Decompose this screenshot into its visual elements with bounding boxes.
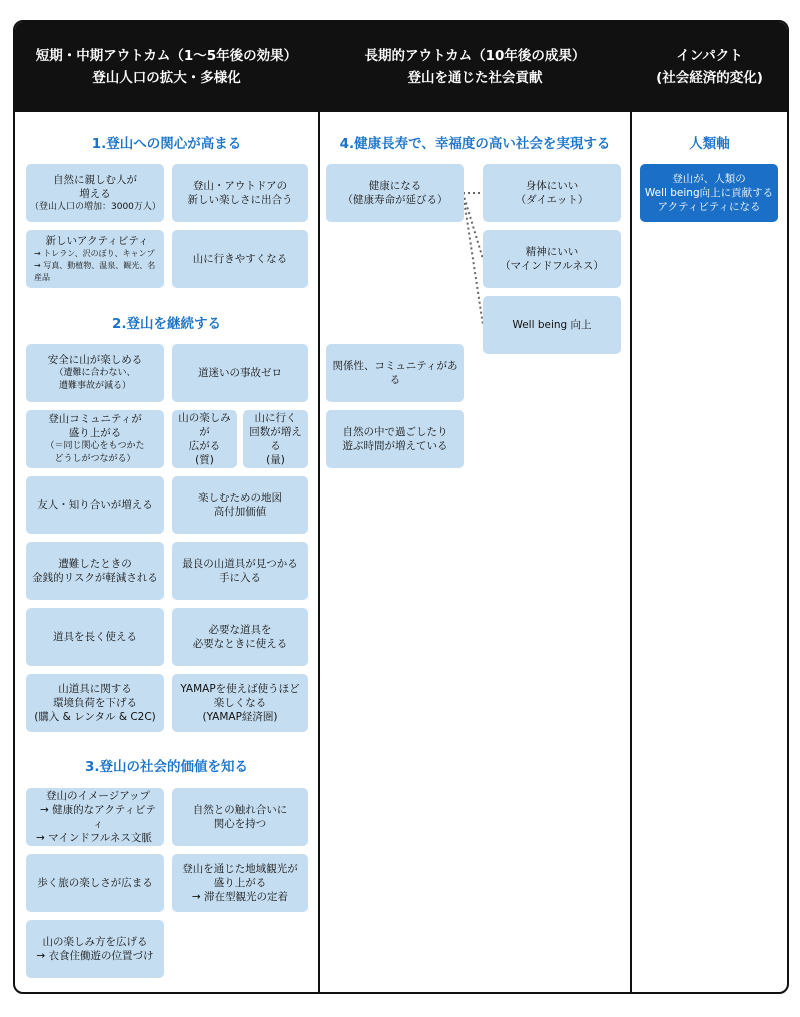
box-text: → 衣食住働遊の位置づけ [36,950,154,962]
box-text: 登山・アウトドアの [192,180,288,192]
box-text: 自然に親しむ人が [53,173,137,186]
box-text: 最良の山道具が見つかる [182,558,298,570]
box-text: （マインドフルネス） [500,260,604,272]
box-text: 関係性、コミュニティがある [332,360,458,386]
outcome-box-healthy [326,164,464,222]
box-text: 山に行きやすくなる [192,253,288,265]
box-subtext: （登山人口の増加：3000万人） [30,201,161,212]
box-text: 新しい楽しさに出合う [187,194,293,206]
box-text: 身体にいい [525,180,579,192]
box-subtext: どうしがつながる） [54,454,136,464]
outcome-box-time-in-nature [326,410,464,468]
outcome-box-wellbeing [483,296,621,354]
box-text: 楽しくなる [213,697,267,709]
box-text: 健康になる [368,180,422,192]
box-subtext: （＝同じ関心をもつかた [45,441,145,451]
box-text: 山に行く [254,412,297,424]
section-title-interest: 1.登山への関心が高まる [91,136,242,152]
box-text: 広がる [188,440,221,452]
section-title-humanity-axis: 人類軸 [689,136,730,152]
box-text: YAMAPを使えば使うほど [180,683,300,695]
box-text: 必要な道具を [208,624,272,636]
box-text: 登山が、人類の [672,173,746,185]
box-text: 安全に山が楽しめる [47,354,143,366]
connector-line [463,193,483,325]
box-text: 関心を持つ [213,818,267,830]
connector-line [463,193,483,259]
box-text: 自然の中で過ごしたり [342,426,448,438]
box-text: 必要なときに使える [192,638,288,650]
box-text: 増える [79,187,111,200]
box-text: → 健康的なアクティビティ [40,804,156,830]
outcome-box-body [483,164,621,222]
box-text: 盛り上がる [213,877,267,889]
box-text: 友人・知り合いが増える [37,499,153,511]
impact-box-wellbeing [640,164,778,222]
box-text: 盛り上がる [68,427,122,439]
header-title: インパクト [676,48,743,64]
box-text: 登山を通じた地域観光が [182,863,298,875]
box-text: 遊ぶ時間が増えている [342,440,448,452]
box-subtext: → トレラン、沢のぼり、キャンプ [34,249,155,258]
box-text: 道迷いの事故ゼロ [198,367,282,379]
box-text: 自然との触れ合いに [192,804,288,816]
section-title-continue: 2.登山を継続する [111,316,222,332]
box-subtext: 遭難事故が減る） [58,381,131,391]
box-text: (量) [266,454,285,466]
header-subtitle: (社会経済的変化) [656,70,763,86]
box-text: → マインドフルネス文脈 [36,832,152,844]
header-subtitle: 登山人口の拡大・多様化 [92,70,241,86]
box-text: (購入 & レンタル & C2C) [34,711,156,723]
box-text: 精神にいい [525,246,579,258]
box-text: 高付加価値 [213,506,267,518]
box-subtext: （遭難に合わない、 [54,368,136,378]
box-text: 歩く旅の楽しさが広まる [37,877,153,889]
box-text: 登山コミュニティが [48,413,142,425]
box-text: 金銭的リスクが軽減される [32,572,158,584]
box-text: Well being向上に貢献する [644,187,774,199]
box-text: 山道具に関する [58,683,132,695]
box-text: 回数が増える [249,426,302,452]
box-text: 山の楽しみ方を広げる [42,936,148,948]
box-text: 手に入る [219,572,261,584]
box-text: 山の楽しみが [178,412,231,438]
outcome-box-mind [483,230,621,288]
section-title-healthy-society: 4.健康長寿で、幸福度の高い社会を実現する [339,136,611,152]
box-text: （ダイエット） [515,194,589,206]
box-text: 楽しむための地図 [198,492,282,504]
box-text: → 滞在型観光の定着 [191,891,289,903]
box-text: (YAMAP経済圏) [202,711,278,723]
header-title: 長期的アウトカム（10年後の成果） [364,48,586,64]
box-text: 遭難したときの [58,558,132,570]
section-title-social-value: 3.登山の社会的価値を知る [84,759,249,775]
box-text: （健康寿命が延びる） [342,194,448,206]
box-text: 環境負荷を下げる [53,697,137,709]
header-title: 短期・中期アウトカム（1〜5年後の効果） [35,48,298,64]
box-subtext: → 写真、動植物、温泉、観光、名産品 [34,261,156,282]
box-text: 新しいアクティビティ [45,235,149,247]
header-subtitle: 登山を通じた社会貢献 [407,70,543,86]
box-text: 道具を長く使える [53,631,137,643]
box-text: (質) [195,454,214,466]
logic-model-frame [13,20,789,994]
box-text: アクティビティになる [657,201,761,213]
outcome-box-relationships [326,344,464,402]
box-text: 登山のイメージアップ [46,790,150,802]
box-text: Well being 向上 [512,319,592,331]
